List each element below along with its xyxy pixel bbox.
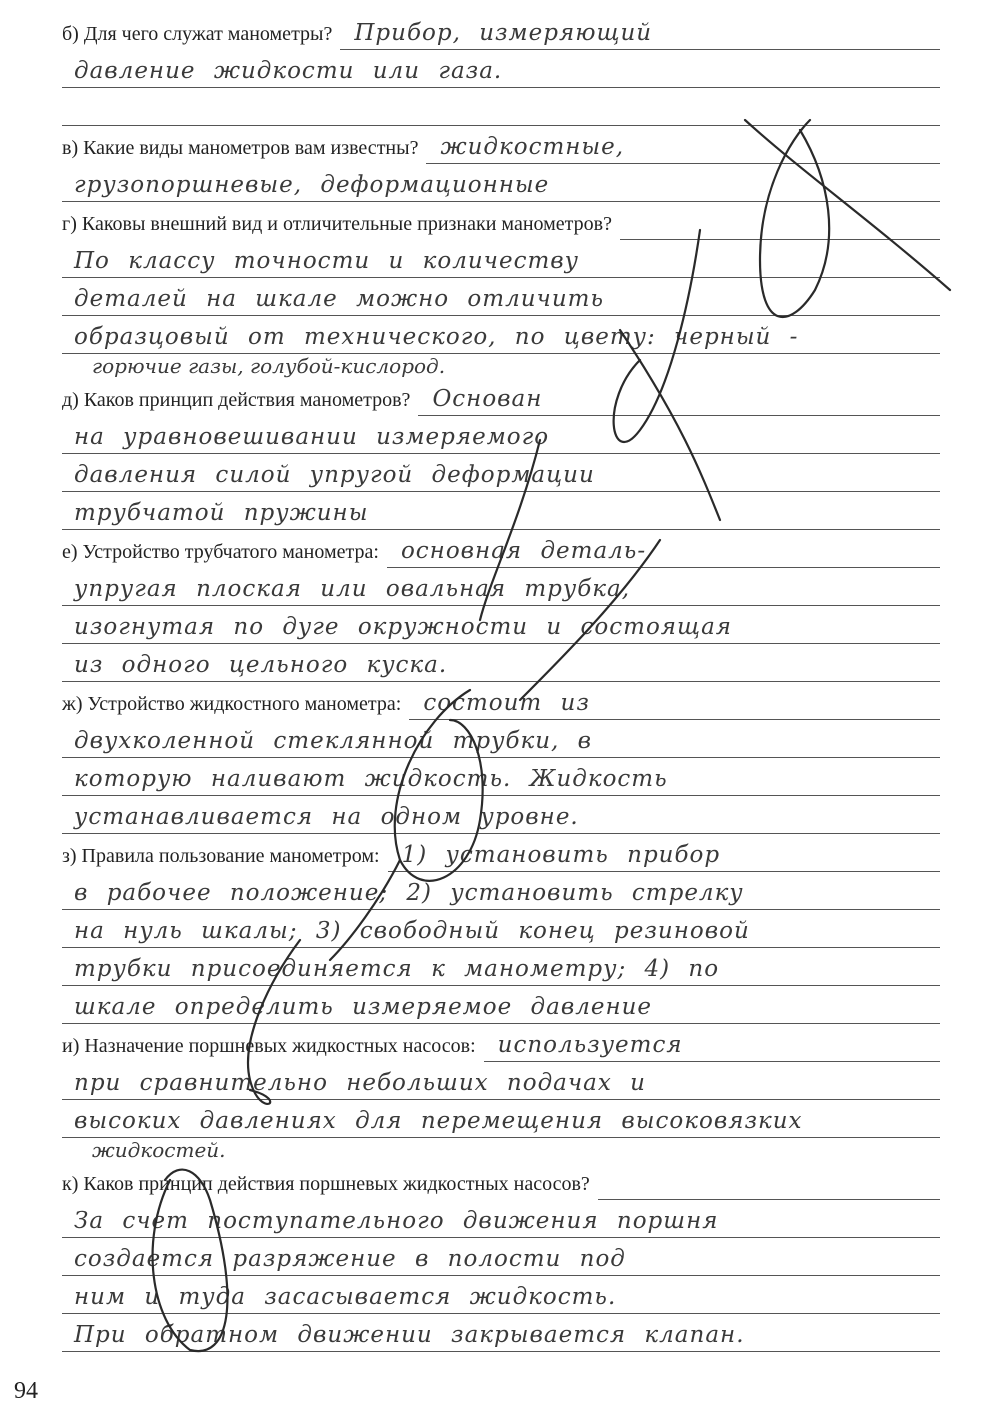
answer-line[interactable] [62, 910, 940, 948]
answer-line[interactable] [62, 758, 940, 796]
exercise-section [62, 682, 940, 834]
answer-line[interactable] [62, 796, 940, 834]
handwritten-answer: давления силой упругой деформации [74, 462, 595, 488]
question-text: г) Каковы внешний вид и отличительные признаки манометров? [62, 213, 620, 240]
handwritten-answer: на уравновешивании измеряемого [74, 424, 550, 450]
answer-line[interactable] [620, 201, 940, 240]
handwritten-answer: в рабочее положение; 2) установить стрелку [74, 880, 744, 906]
handwritten-answer: образцовый от технического, по цвету: черный - [74, 324, 799, 350]
answer-line[interactable] [62, 50, 940, 88]
handwritten-answer: деталей на шкале можно отличить [74, 286, 605, 312]
handwritten-answer: на нуль шкалы; 3) свободный конец резиновой [74, 918, 750, 944]
question-row [62, 12, 940, 50]
answer-line[interactable] [484, 1023, 940, 1062]
answer-line[interactable] [62, 720, 940, 758]
handwritten-answer: устанавливается на одном уровне. [74, 804, 579, 830]
question-text: д) Каков принцип действия манометров? [62, 389, 418, 416]
answer-line[interactable] [598, 1161, 940, 1200]
answer-line[interactable] [62, 948, 940, 986]
answer-line[interactable] [340, 11, 940, 50]
question-row [62, 682, 940, 720]
handwritten-answer: За счет поступательного движения поршня [74, 1208, 719, 1234]
answer-line[interactable] [62, 492, 940, 530]
overflow-row [62, 1138, 940, 1162]
answer-line[interactable] [387, 529, 940, 568]
answer-line[interactable] [62, 644, 940, 682]
handwritten-answer: шкале определить измеряемое давление [74, 994, 653, 1020]
exercise-section [62, 834, 940, 1024]
answer-line[interactable] [62, 88, 940, 126]
handwritten-overflow: горючие газы, голубой-кислород. [92, 354, 446, 378]
handwritten-answer: при сравнительно небольших подачах и [74, 1070, 646, 1096]
question-row [62, 378, 940, 416]
question-text: в) Какие виды манометров вам известны? [62, 137, 426, 164]
exercise-section [62, 530, 940, 682]
question-row [62, 1024, 940, 1062]
handwritten-overflow: жидкостей. [92, 1138, 226, 1162]
handwritten-answer: Основан [432, 386, 543, 412]
page-number: 94 [14, 1378, 38, 1404]
exercise-section [62, 126, 940, 202]
answer-line[interactable] [62, 606, 940, 644]
handwritten-answer: из одного цельного куска. [74, 652, 448, 678]
handwritten-answer: По классу точности и количеству [74, 248, 580, 274]
question-text: к) Каков принцип действия поршневых жидкостных насосов? [62, 1173, 598, 1200]
answer-line[interactable] [62, 1100, 940, 1138]
answer-line[interactable] [62, 568, 940, 606]
answer-line[interactable] [62, 416, 940, 454]
answer-line[interactable] [62, 240, 940, 278]
exercise-section [62, 1024, 940, 1162]
handwritten-answer: основная деталь- [400, 538, 647, 564]
handwritten-answer: Прибор, измеряющий [354, 20, 653, 46]
handwritten-answer: жидкостные, [440, 134, 625, 160]
answer-line[interactable] [62, 1238, 940, 1276]
answer-line[interactable] [62, 454, 940, 492]
question-row [62, 1162, 940, 1200]
answer-line[interactable] [62, 1314, 940, 1352]
handwritten-answer: состоит из [423, 690, 590, 716]
question-row [62, 126, 940, 164]
handwritten-answer: трубчатой пружины [74, 500, 369, 526]
exercise-section [62, 12, 940, 126]
handwritten-answer: 1) установить прибор [401, 842, 721, 868]
handwritten-answer: которую наливают жидкость. Жидкость [74, 766, 668, 792]
overflow-row [62, 354, 940, 378]
handwritten-answer: используется [497, 1032, 683, 1058]
answer-line[interactable] [62, 1200, 940, 1238]
answer-line[interactable] [62, 1276, 940, 1314]
handwritten-answer: грузопоршневые, деформационные [74, 172, 550, 198]
answer-line[interactable] [62, 316, 940, 354]
handwritten-answer: давление жидкости или газа. [74, 58, 503, 84]
question-text: и) Назначение поршневых жидкостных насосов: [62, 1035, 484, 1062]
answer-line[interactable] [426, 125, 940, 164]
answer-line[interactable] [418, 377, 940, 416]
handwritten-answer: упругая плоская или овальная трубка, [74, 576, 631, 602]
handwritten-answer: трубки присоединяется к манометру; 4) по [74, 956, 720, 982]
question-row [62, 202, 940, 240]
exercise-section [62, 202, 940, 378]
question-row [62, 834, 940, 872]
question-text: е) Устройство трубчатого манометра: [62, 541, 387, 568]
question-text: з) Правила пользование манометром: [62, 845, 388, 872]
handwritten-answer: создается разряжение в полости под [74, 1246, 626, 1272]
answer-line[interactable] [62, 872, 940, 910]
answer-line[interactable] [62, 1062, 940, 1100]
answer-line[interactable] [409, 681, 940, 720]
exercise-section [62, 378, 940, 530]
question-row [62, 530, 940, 568]
answer-line[interactable] [62, 986, 940, 1024]
handwritten-answer: двухколенной стеклянной трубки, в [74, 728, 593, 754]
answer-line[interactable] [62, 278, 940, 316]
handwritten-answer: ним и туда засасывается жидкость. [74, 1284, 617, 1310]
question-text: б) Для чего служат манометры? [62, 23, 340, 50]
exercise-section [62, 1162, 940, 1352]
answer-line[interactable] [62, 164, 940, 202]
workbook-page [62, 12, 940, 1352]
handwritten-answer: высоких давлениях для перемещения высоковязких [74, 1108, 803, 1134]
answer-line[interactable] [388, 833, 940, 872]
handwritten-answer: изогнутая по дуге окружности и состоящая [74, 614, 733, 640]
question-text: ж) Устройство жидкостного манометра: [62, 693, 409, 720]
handwritten-answer: При обратном движении закрывается клапан. [74, 1322, 745, 1348]
